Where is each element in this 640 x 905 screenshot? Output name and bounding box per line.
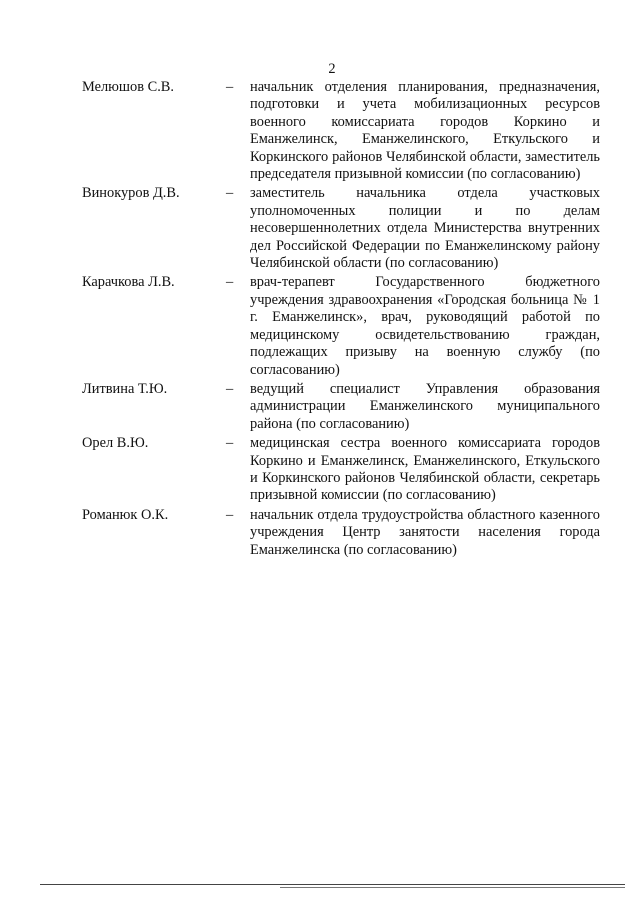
member-position: начальник отделения планирования, предназначения, подготовки и учета мобилизационных ресурсов военного комиссариата городов Коркино и Еманжелинск, Еманжелинского, Еткульского и Коркинского районов Челябинской области, заместитель председателя призывной комиссии (по согласованию) bbox=[250, 79, 600, 183]
member-position: ведущий специалист Управления образования администрации Еманжелинского муниципального района (по согласованию) bbox=[250, 380, 600, 432]
dash-separator: – bbox=[226, 79, 234, 95]
member-position: заместитель начальника отдела участковых уполномоченных полиции и по делам несовершеннолетних отдела Министерства внутренних дел Российской Федерации по Еманжелинскому району Челябинской области (по согласованию) bbox=[250, 185, 600, 272]
member-entry bbox=[82, 274, 600, 378]
member-name: Карачкова Л.В. bbox=[82, 274, 175, 291]
dash-separator: – bbox=[226, 185, 234, 202]
member-entry bbox=[82, 185, 600, 272]
member-position: начальник отдела трудоустройства областного казенного учреждения Центр занятости населения города Еманжелинска (по согласованию) bbox=[250, 506, 600, 558]
member-position: врач-терапевт Государственного бюджетного учреждения здравоохранения «Городская больница № 1 г. Еманжелинск», врач, руководящий работой по медицинскому освидетельствованию граждан, подлежащих призыву на военную службу (по согласованию) bbox=[250, 274, 600, 378]
member-name: Литвина Т.Ю. bbox=[82, 380, 168, 397]
member-entry bbox=[82, 381, 600, 433]
member-entry bbox=[82, 79, 600, 183]
dash-separator: – bbox=[226, 274, 234, 291]
footer-divider-secondary bbox=[280, 887, 625, 888]
member-name: Мелюшов С.В. bbox=[82, 79, 174, 95]
dash-separator: – bbox=[226, 435, 234, 452]
member-name: Винокуров Д.В. bbox=[82, 185, 180, 202]
footer-divider bbox=[40, 884, 625, 885]
member-name: Романюк О.К. bbox=[82, 506, 169, 523]
member-position: медицинская сестра военного комиссариата городов Коркино и Еманжелинск, Еманжелинского, Еткульского и Коркинского районов Челябинской области, секретарь призывной комиссии (по согласованию) bbox=[250, 435, 600, 504]
dash-separator: – bbox=[226, 380, 234, 397]
member-entry bbox=[82, 435, 600, 505]
commission-members-list bbox=[82, 79, 600, 561]
dash-separator: – bbox=[226, 506, 234, 523]
member-entry bbox=[82, 507, 600, 559]
page-number: 2 bbox=[328, 61, 336, 77]
member-name: Орел В.Ю. bbox=[82, 435, 149, 452]
